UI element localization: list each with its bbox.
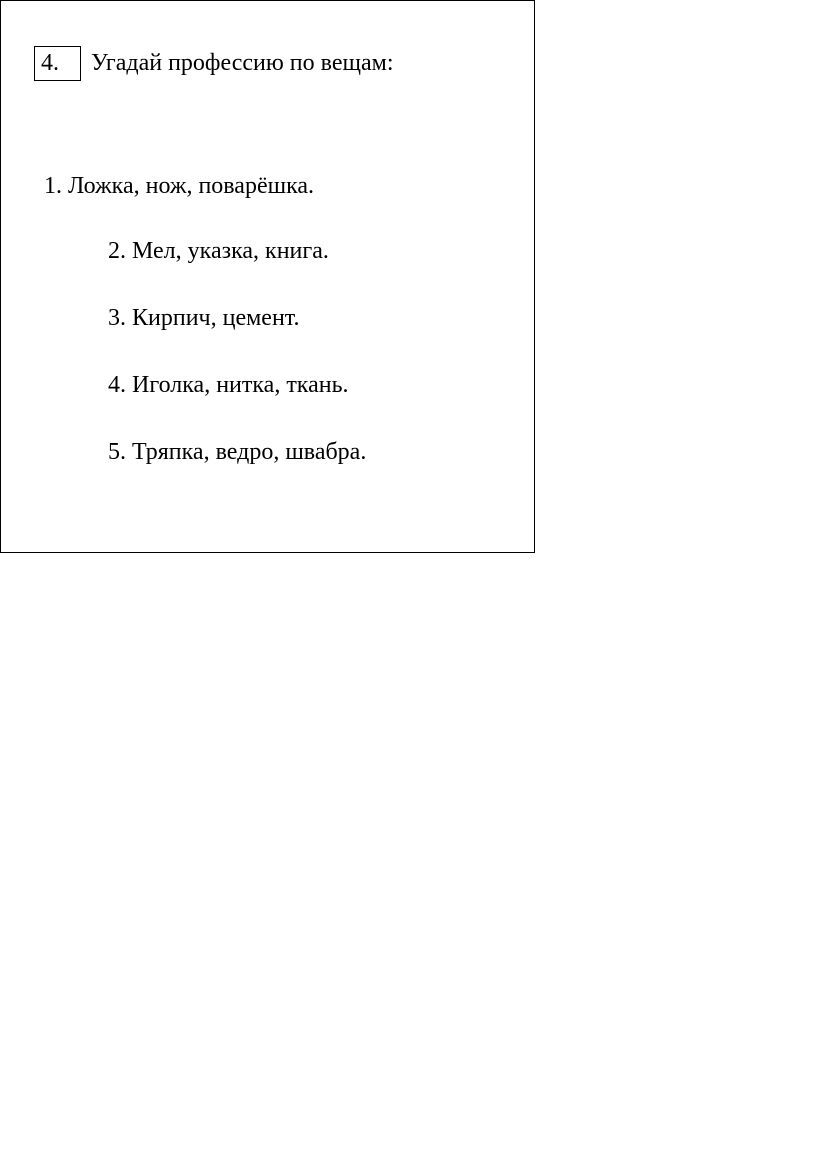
list-item: 5. Тряпка, ведро, швабра. [108,439,367,465]
task-number-box: 4. [34,46,81,81]
list-item: 4. Иголка, нитка, ткань. [108,372,349,398]
list-item: 2. Мел, указка, книга. [108,238,329,264]
list-item: 1. Ложка, нож, поварёшка. [44,173,315,199]
task-card [0,0,535,553]
task-title: Угадай профессию по вещам: [91,50,394,76]
list-item: 3. Кирпич, цемент. [108,305,300,331]
